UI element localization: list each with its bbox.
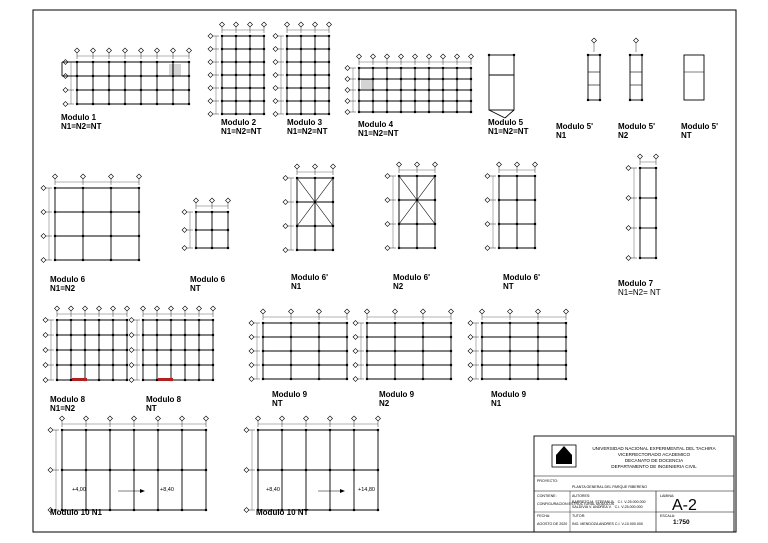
label-modulo-1: Modulo 1 N1=N2=NT bbox=[61, 113, 102, 131]
elevation-m10-n1-right: +8,40 bbox=[160, 487, 174, 493]
label-modulo-6: Modulo 6 N1=N2 bbox=[50, 275, 86, 293]
modulo-9-n2-plan bbox=[353, 309, 454, 382]
tb-scale-value: 1:750 bbox=[673, 519, 690, 526]
tb-content-value: CONFIGURACION ESTRUCTURAL MODULOS bbox=[537, 502, 615, 506]
label-modulo-4: Modulo 4 N1=N2=NT bbox=[358, 120, 399, 138]
modulo-5p-nt-plan bbox=[684, 55, 704, 100]
modulo-6-nt-plan bbox=[182, 198, 231, 251]
label-modulo-5p-n2: Modulo 5' N2 bbox=[618, 122, 656, 140]
modulo-7-plan bbox=[626, 154, 659, 261]
tb-project-label: PROYECTO: bbox=[537, 479, 559, 483]
modulo-9-n1-plan bbox=[468, 309, 569, 382]
tb-date-label: FECHA: bbox=[537, 514, 551, 518]
label-modulo-6p-n1: Modulo 6' N1 bbox=[291, 273, 329, 291]
university-logo bbox=[552, 445, 576, 467]
modulo-10-nt-plan bbox=[244, 416, 381, 513]
modulo-2-plan bbox=[208, 22, 267, 117]
modulo-6p-nt-plan bbox=[485, 162, 538, 251]
modulo-6p-n1-plan bbox=[283, 164, 336, 253]
modulo-5-plan bbox=[488, 54, 515, 118]
label-modulo-10-nt: Modulo 10 NT bbox=[256, 508, 309, 517]
modulo-9-nt-plan bbox=[249, 309, 350, 382]
label-modulo-6p-n2: Modulo 6' N2 bbox=[393, 273, 431, 291]
module-plans bbox=[41, 22, 704, 513]
label-modulo-8-nt: Modulo 8 NT bbox=[146, 395, 182, 413]
label-modulo-10-n1: Modulo 10 N1 bbox=[50, 508, 103, 517]
modulo-6p-n2-plan bbox=[385, 162, 438, 251]
tb-sheet-value: A-2 bbox=[672, 497, 697, 514]
label-modulo-9-n1: Modulo 9 N1 bbox=[491, 390, 527, 408]
label-modulo-8: Modulo 8 N1=N2 bbox=[50, 395, 86, 413]
tb-university-line-4: DEPARTAMENTO DE INGENIERIA CIVIL bbox=[611, 464, 697, 469]
elevation-m10-nt-right: +14,80 bbox=[358, 487, 375, 493]
tb-date-value: AGOSTO DE 2020 bbox=[537, 522, 568, 526]
modulo-8-nt-plan bbox=[129, 306, 216, 383]
label-modulo-6p-nt: Modulo 6' NT bbox=[503, 273, 541, 291]
label-modulo-7: Modulo 7 N1=N2= NT bbox=[618, 279, 661, 297]
tb-sheet-label: LAMINA: bbox=[660, 494, 675, 498]
modulo-6-plan bbox=[41, 174, 142, 263]
modulo-8-plan bbox=[43, 306, 130, 383]
label-modulo-3: Modulo 3 N1=N2=NT bbox=[287, 118, 328, 136]
modulo-3-plan bbox=[273, 22, 332, 117]
tb-authors-value: BARRETO M. STEFANI B. C.I. V-25.000.000 SALDIVIA V. ANDREA V. C.I. V-25.000.000 bbox=[572, 500, 646, 509]
elevation-m10-nt-left: +8,40 bbox=[266, 487, 280, 493]
tb-university-line-3: DECANATO DE DOCENCIA bbox=[624, 458, 684, 463]
modulo-10-n1-plan bbox=[48, 416, 209, 513]
label-modulo-6-nt: Modulo 6 NT bbox=[190, 275, 226, 293]
modulo-1-plan bbox=[63, 48, 192, 107]
label-modulo-5p-n1: Modulo 5' N1 bbox=[556, 122, 594, 140]
label-modulo-5: Modulo 5 N1=N2=NT bbox=[488, 118, 529, 136]
tb-tutor-value: ING. MENDOZA ANDRES C.I. V-10.000.000 bbox=[572, 522, 643, 526]
tb-university-line-1: UNIVERSIDAD NACIONAL EXPERIMENTAL DEL TACHIRA bbox=[592, 446, 716, 451]
modulo-5p-n2-plan bbox=[629, 38, 643, 101]
tb-university-line-2: VICERRECTORADO ACADEMICO bbox=[617, 452, 691, 457]
tb-content-label: CONTIENE: bbox=[537, 494, 557, 498]
label-modulo-9-n2: Modulo 9 N2 bbox=[379, 390, 415, 408]
elevation-m10-n1-left: +4,00 bbox=[72, 487, 86, 493]
tb-tutor-label: TUTOR: bbox=[572, 514, 586, 518]
modulo-5p-n1-plan bbox=[587, 38, 601, 101]
tb-project-value: PLANTA GENERAL DEL PARQUE RIBERENO bbox=[572, 485, 648, 489]
tb-scale-label: ESCALA: bbox=[660, 514, 676, 518]
label-modulo-2: Modulo 2 N1=N2=NT bbox=[221, 118, 262, 136]
tb-authors-label: AUTORES: bbox=[572, 494, 591, 498]
label-modulo-5p-nt: Modulo 5' NT bbox=[681, 122, 719, 140]
label-modulo-9-nt: Modulo 9 NT bbox=[272, 390, 308, 408]
